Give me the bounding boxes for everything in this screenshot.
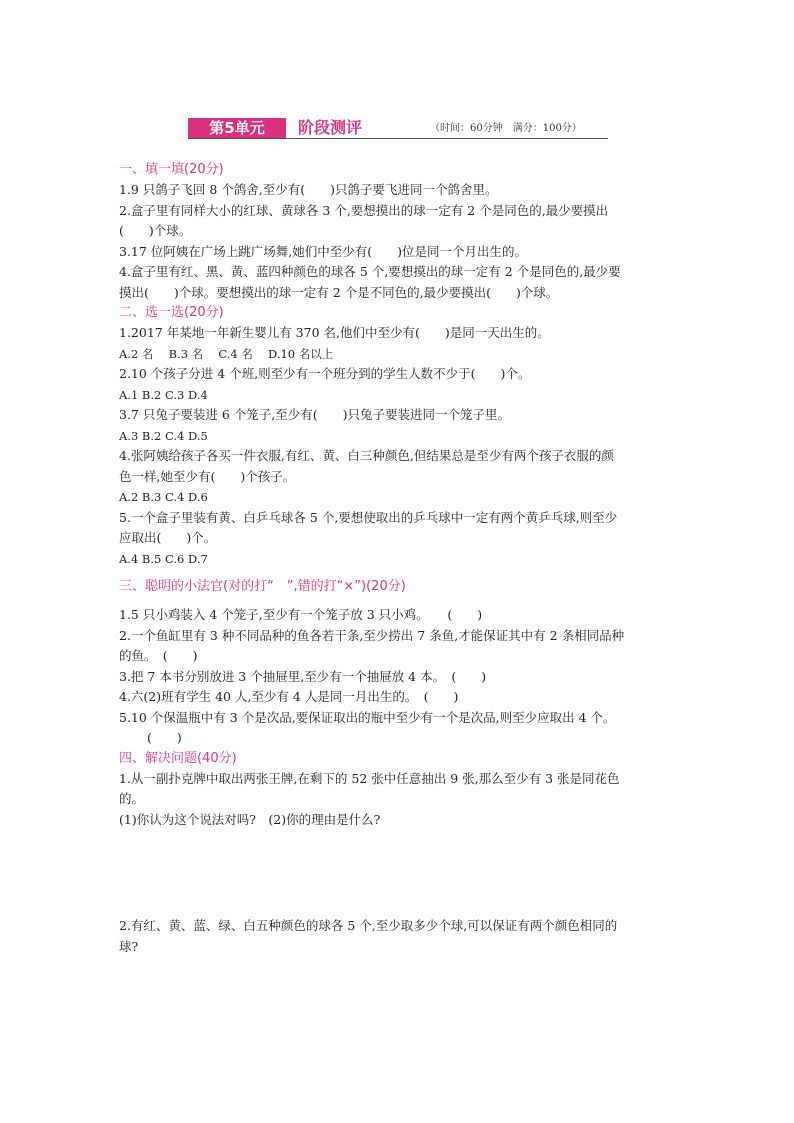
question-3-4: 4.六(2)班有学生 40 人,至少有 4 人是同一月出生的。 ( ) (119, 689, 459, 704)
question-2-5: 5.一个盒子里装有黄、白乒乓球各 5 个,要想使取出的乒乓球中一定有两个黄乒乓球,则至少 (119, 509, 618, 525)
options-2-5: A.4 B.5 C.6 D.7 (119, 551, 208, 566)
question-3-5: 5.10 个保温瓶中有 3 个是次品,要保证取出的瓶中至少有一个是次品,则至少应取出 4 个。 (119, 709, 616, 725)
question-1-1: 1.9 只鸽子飞回 8 个鸽舍,至少有( )只鸽子要飞进同一个鸽舍里。 (119, 182, 498, 197)
unit-header (188, 118, 608, 140)
question-2-1: 1.2017 年某地一年新生婴儿有 370 名,他们中至少有( )是同一天出生的。 (119, 325, 550, 340)
question-4-1-cont: 的。 (119, 791, 145, 806)
question-1-2-cont: ( )个球。 (119, 223, 192, 238)
options-2-2: A.1 B.2 C.3 D.4 (119, 387, 208, 402)
question-1-3: 3.17 位阿姨在广场上跳广场舞,她们中至少有( )位是同一个月出生的。 (119, 243, 528, 259)
question-1-4-cont: 摸出( )个球。要想摸出的球一定有 2 个是不同色的,最少要摸出( )个球。 (119, 284, 559, 300)
question-3-1: 1.5 只小鸡装入 4 个笼子,至少有一个笼子放 3 只小鸡。 ( ) (119, 607, 483, 622)
question-1-4: 4.盒子里有红、黑、黄、蓝四种颜色的球各 5 个,要想摸出的球一定有 2 个是同色的,最少要 (119, 264, 621, 279)
worksheet-content (119, 160, 679, 957)
question-2-2: 2.10 个孩子分进 4 个班,则至少有一个班分到的学生人数不少于( )个。 (119, 366, 531, 381)
question-2-5-cont: 应取出( )个。 (119, 530, 217, 545)
section-title-choose: 二、选一选(20分) (119, 305, 224, 320)
header-rule (188, 138, 608, 139)
section-title-judge: 三、聪明的小法官(对的打“ ”,错的打“×”)(20分) (119, 579, 406, 594)
question-4-2: 2.有红、黄、蓝、绿、白五种颜色的球各 5 个,至少取多少个球,可以保证有两个颜色相同的 (119, 918, 618, 933)
question-1-2: 2.盒子里有同样大小的红球、黄球各 3 个,要想摸出的球一定有 2 个是同色的,最少要摸出 (119, 202, 609, 218)
question-4-1-parts: (1)你认为这个说法对吗? (2)你的理由是什么? (119, 811, 381, 827)
exam-meta: （时间：60分钟 满分：100分） (430, 123, 582, 134)
options-2-4: A.2 B.3 C.4 D.6 (119, 490, 208, 504)
question-3-5-cont: ( ) (147, 730, 182, 745)
unit-badge: 第5单元 (188, 118, 286, 138)
section-title-fill: 一、填一填(20分) (119, 162, 224, 177)
question-4-2-cont: 球? (119, 938, 139, 954)
header-title: 阶段测评 (298, 118, 363, 137)
answer-space[interactable] (119, 830, 679, 900)
question-2-4: 4.张阿姨给孩子各买一件衣服,有红、黄、白三种颜色,但结果总是至少有两个孩子衣服的颜 (119, 448, 614, 463)
question-2-4-cont: 色一样,她至少有( )个孩子。 (119, 468, 296, 484)
question-2-3: 3.7 只兔子要装进 6 个笼子,至少有( )只兔子要装进同一个笼子里。 (119, 407, 510, 422)
question-3-2-cont: 的鱼。 ( ) (119, 648, 198, 663)
question-4-1: 1.从一副扑克牌中取出两张王牌,在剩下的 52 张中任意抽出 9 张,那么至少有 3 张是同花色 (119, 770, 620, 786)
options-2-1: A.2 名 B.3 名 C.4 名 D.10 名以上 (119, 346, 334, 361)
options-2-3: A.3 B.2 C.4 D.5 (119, 428, 208, 443)
question-3-3: 3.把 7 本书分别放进 3 个抽屉里,至少有一个抽屉放 4 本。 ( ) (119, 668, 487, 684)
question-3-2: 2.一个鱼缸里有 3 种不同品种的鱼各若干条,至少捞出 7 条鱼,才能保证其中有 2 条相同品种 (119, 627, 625, 643)
section-title-solve: 四、解决问题(40分) (119, 750, 237, 766)
